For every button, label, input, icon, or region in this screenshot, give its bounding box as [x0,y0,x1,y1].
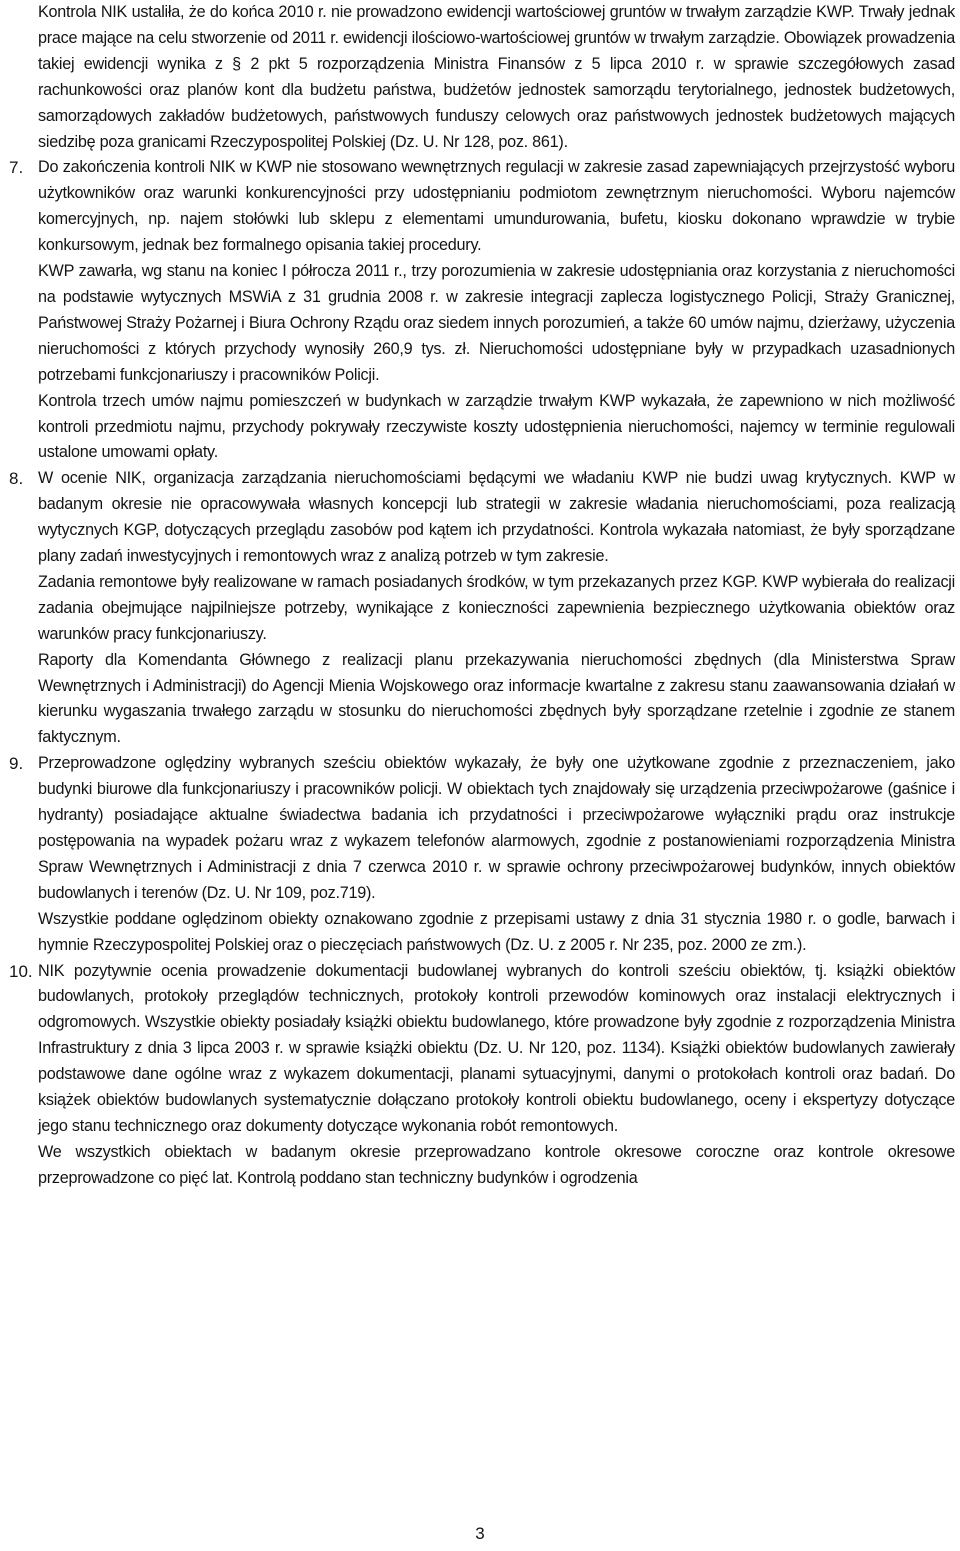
page-number: 3 [475,1524,485,1543]
paragraph-8-part-2 [9,570,955,648]
paragraph-text: KWP zawarła, wg stanu na koniec I półrocza 2011 r., trzy porozumienia w zakresie udostępniania oraz korzystania z nieruchomości na podstawie wytycznych MSWiA z 31 grudnia 2008 r. w zakresie integracji zaplecza logistycznego Policji, Straży Granicznej, Państwowej Straży Pożarnej i Biura Ochrony Rządu oraz siedem innych porozumień, a także 60 umów najmu, dzierżawy, użyczenia nieruchomości z których przychody wynosiły 260,9 tys. zł. Nieruchomości udostępniane były w przypadkach uzasadnionych potrzebami funkcjonariuszy i pracowników Policji. [38,262,955,384]
paragraph-number: 8. [9,469,24,489]
paragraph-text: NIK pozytywnie ocenia prowadzenie dokumentacji budowlanej wybranych do kontroli sześciu obiektów, tj. książki obiektów budowlanych, protokoły przeglądów technicznych, protokoły kontroli przewodów kominowych oraz instalacji elektrycznych i odgromowych. Wszystkie obiekty posiadały książki obiektu budowlanego, które prowadzone były zgodnie z rozporządzenia Ministra Infrastruktury z dnia 3 lipca 2003 r. w sprawie książki obiektu (Dz. U. Nr 120, poz. 1134). Książki obiektów budowlanych zawierały podstawowe dane ogólne wraz z wykazem dokumentacji, planami sytuacyjnymi, danymi o protokołach kontroli oraz badań. Do książek obiektów budowlanych systematycznie dołączano protokoły kontroli obiektu budowlanego, oceny i ekspertyzy dotyczące jego stanu technicznego oraz dokumenty dotyczące wykonania robót remontowych. [38,961,955,1135]
paragraph-10 [9,959,955,1140]
paragraph-number: 9. [9,754,24,774]
paragraph-text: Raporty dla Komendanta Głównego z realizacji planu przekazywania nieruchomości zbędnych (dla Ministerstwa Spraw Wewnętrznych i Administracji) do Agencji Mienia Wojskowego oraz informacje kwartalne z zakresu stanu zaawansowania działań w kierunku wygaszania trwałego zarządu w stosunku do nieruchomości zbędnych były sporządzane rzetelnie i zgodnie ze stanem faktycznym. [38,650,955,747]
paragraph-number: 10. [9,961,33,981]
paragraph-8 [9,466,955,570]
paragraph-7-part-2 [9,259,955,389]
paragraph-text: We wszystkich obiektach w badanym okresie przeprowadzano kontrole okresowe coroczne oraz kontrole okresowe przeprowadzone co pięć lat. Kontrolą poddano stan techniczny budynków i ogrodzenia [38,1142,955,1187]
paragraph-text: Przeprowadzone oględziny wybranych sześciu obiektów wykazały, że były one użytkowane zgodnie z przeznaczeniem, jako budynki biurowe dla funkcjonariuszy i pracowników policji. W obiektach tych znajdowały się urządzenia przeciwpożarowe (gaśnice i hydranty) posiadające aktualne świadectwa badania ich przydatności i przeciwpożarowe wyłączniki prądu oraz instrukcje postępowania na wypadek pożaru wraz z wykazem telefonów alarmowych, zgodnie z postanowieniami rozporządzenia Ministra Spraw Wewnętrznych i Administracji z dnia 7 czerwca 2010 r. w sprawie ochrony przeciwpożarowej budynków, innych obiektów budowlanych i terenów (Dz. U. Nr 109, poz.719). [38,754,955,902]
paragraph-10-part-2 [9,1140,955,1192]
paragraph-7-part-3 [9,389,955,467]
paragraph-text: Zadania remontowe były realizowane w ramach posiadanych środków, w tym przekazanych przez KGP. KWP wybierała do realizacji zadania obejmujące najpilniejsze potrzeby, wynikające z konieczności zapewnienia bezpiecznego użytkowania obiektów oraz warunków pracy funkcjonariuszy. [38,572,955,643]
paragraph-text: Wszystkie poddane oględzinom obiekty oznakowano zgodnie z przepisami ustawy z dnia 31 stycznia 1980 r. o godle, barwach i hymnie Rzeczypospolitej Polskiej oraz o pieczęciach państwowych (Dz. U. z 2005 r. Nr 235, poz. 2000 ze zm.). [38,909,955,954]
paragraph-text: Kontrola trzech umów najmu pomieszczeń w budynkach w zarządzie trwałym KWP wykazała, że zapewniono w nich możliwość kontroli przedmiotu najmu, przychody pokrywały rzeczywiste koszty udostępnienia nieruchomości, najemcy w terminie regulowali ustalone umowami opłaty. [38,391,955,462]
paragraph-9-part-2 [9,907,955,959]
paragraph-number: 7. [9,158,24,178]
paragraph-6-continuation [9,0,955,155]
paragraph-text: Kontrola NIK ustaliła, że do końca 2010 r. nie prowadzono ewidencji wartościowej gruntów w trwałym zarządzie KWP. Trwały jednak prace mające na celu stworzenie od 2011 r. ewidencji ilościowo-wartościowej gruntów w trwałym zarządzie. Obowiązek prowadzenia takiej ewidencji wynika z § 2 pkt 5 rozporządzenia Ministra Finansów z 5 lipca 2010 r. w sprawie szczegółowych zasad rachunkowości oraz planów kont dla budżetu państwa, budżetów jednostek samorządu terytorialnego, jednostek budżetowych, samorządowych zakładów budżetowych, państwowych funduszy celowych oraz państwowych jednostek budżetowych mających siedzibę poza granicami Rzeczypospolitej Polskiej (Dz. U. Nr 128, poz. 861). [38,3,955,151]
document-body [9,0,955,1192]
paragraph-7 [9,155,955,259]
paragraph-9 [9,751,955,906]
paragraph-text: W ocenie NIK, organizacja zarządzania nieruchomościami będącymi we władaniu KWP nie budzi uwag krytycznych. KWP w badanym okresie nie opracowywała własnych koncepcji lub strategii w zakresie władania nieruchomościami, poza realizacją wytycznych KGP, dotyczących przeglądu zasobów pod kątem ich przydatności. Kontrola wykazała natomiast, że były sporządzane plany zadań inwestycyjnych i remontowych wraz z analizą potrzeb w tym zakresie. [38,469,955,566]
paragraph-8-part-3 [9,648,955,752]
paragraph-text: Do zakończenia kontroli NIK w KWP nie stosowano wewnętrznych regulacji w zakresie zasad zapewniających przejrzystość wyboru użytkowników oraz warunki konkurencyjności przy udostępnianiu podmiotom zewnętrznym nieruchomości. Wyboru najemców komercyjnych, np. najem stołówki lub sklepu z elementami umundurowania, bufetu, kiosku dokonano wprawdzie w trybie konkursowym, jednak bez formalnego opisania takiej procedury. [38,158,955,255]
